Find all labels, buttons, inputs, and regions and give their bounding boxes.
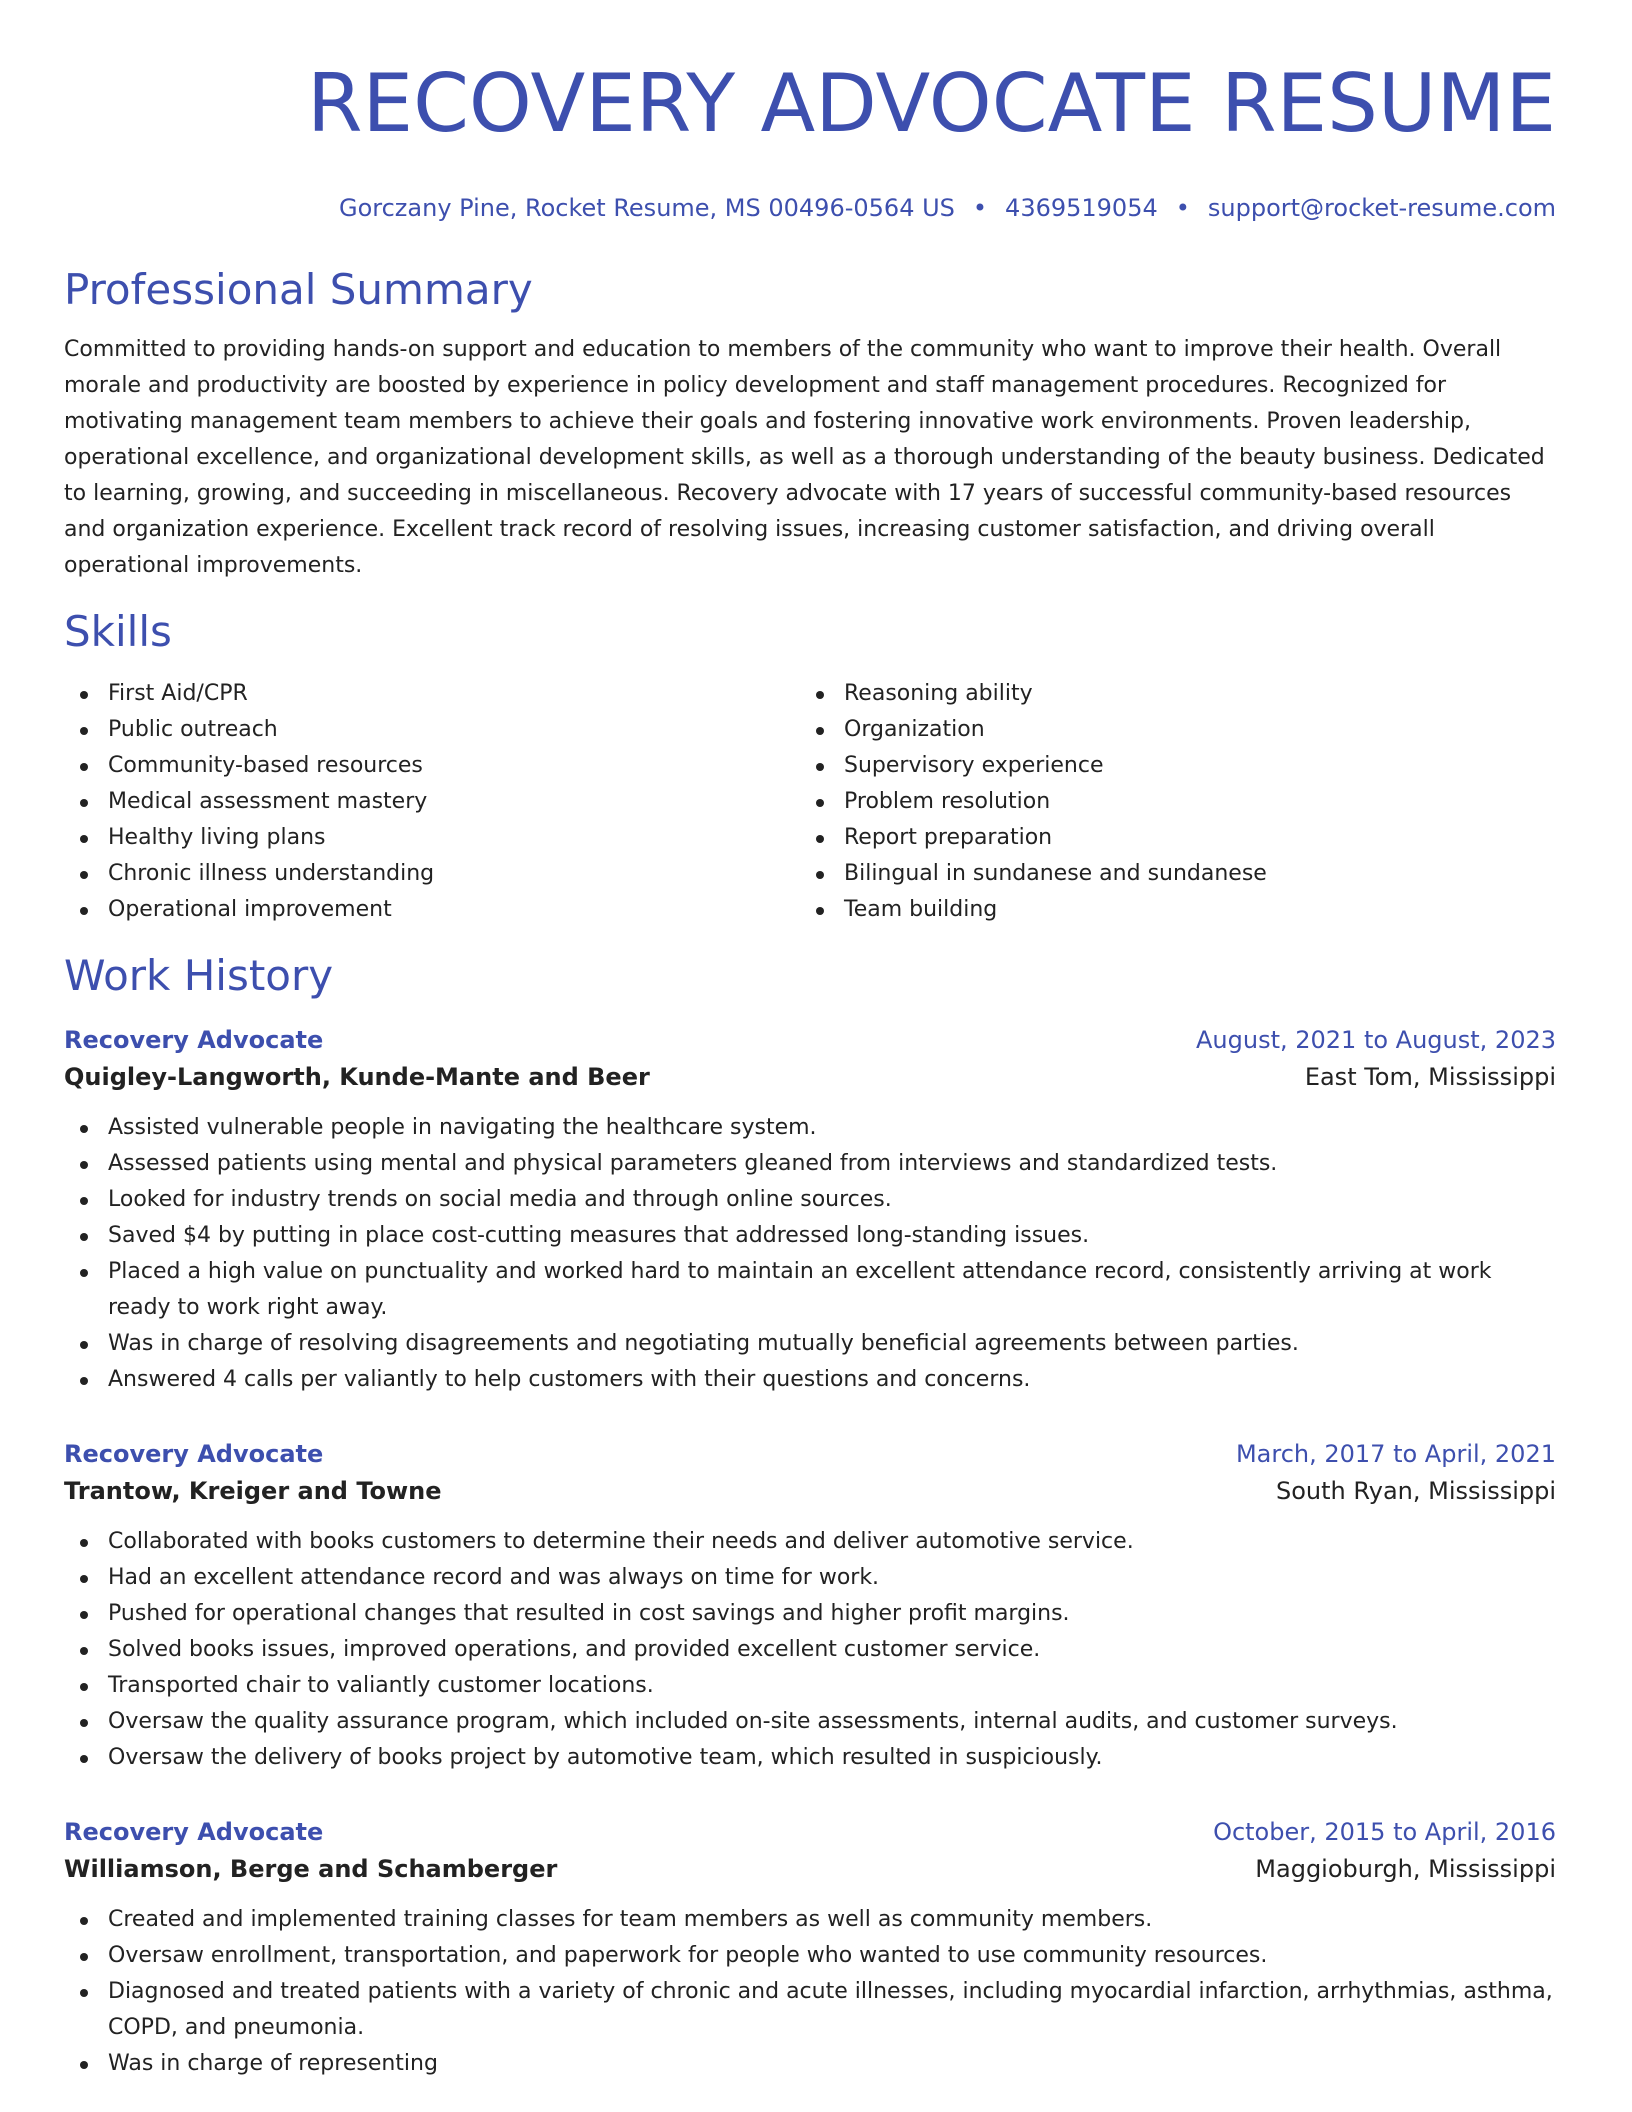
skill-item (800, 820, 1536, 856)
job-role: Recovery Advocate (64, 1818, 324, 1846)
bullet-dot (80, 907, 88, 915)
job-company: Williamson, Berge and Schamberger (64, 1855, 558, 1883)
bullet-dot (80, 1377, 88, 1385)
skill-item (64, 820, 800, 856)
job-duty-item-text: Created and implemented training classes for team members as well as community members. (108, 1907, 1153, 1932)
bullet-dot (80, 1989, 88, 1997)
bullet-dot (80, 691, 88, 699)
skills-heading: Skills (64, 607, 172, 656)
job-company-row (64, 1472, 1556, 1510)
skill-item-text: First Aid/CPR (108, 681, 248, 706)
skill-item-text: Medical assessment mastery (108, 789, 428, 814)
job-duty-item-text: Oversaw enrollment, transportation, and paperwork for people who wanted to use community resources. (108, 1943, 1268, 1968)
job-duties-list (64, 1524, 1556, 1776)
skill-item-text: Public outreach (108, 717, 278, 742)
skills-list-left (64, 676, 800, 928)
skill-item-text: Supervisory experience (844, 753, 1104, 778)
bullet-dot (80, 1269, 88, 1277)
skill-item (800, 856, 1536, 892)
job-duty-item (64, 1668, 1556, 1704)
job-location: East Tom, Mississippi (1304, 1063, 1556, 1091)
job-duty-item-text: Oversaw the delivery of books project by automotive team, which resulted in suspiciously. (108, 1745, 1103, 1770)
bullet-dot (816, 799, 824, 807)
skill-item (64, 784, 800, 820)
job-duty-item-text: Solved books issues, improved operations, and provided excellent customer service. (108, 1637, 1041, 1662)
resume-title: RECOVERY ADVOCATE RESUME (306, 57, 1556, 150)
skill-item-text: Community-based resources (108, 753, 423, 778)
contact-separator: • (1175, 194, 1190, 222)
contact-email: support@rocket-resume.com (1207, 194, 1556, 222)
job-header-row (64, 1814, 1556, 1850)
bullet-dot (80, 799, 88, 807)
job-duty-item-text: Placed a high value on punctuality and worked hard to maintain an excellent attendance record, consistently arriving at work ready to work right away. (108, 1259, 1492, 1320)
job-duty-item (64, 1740, 1556, 1776)
bullet-dot (80, 1719, 88, 1727)
job-duty-item (64, 1326, 1556, 1362)
bullet-dot (816, 907, 824, 915)
resume-page (64, 0, 1556, 2082)
job-duty-item-text: Was in charge of resolving disagreements and negotiating mutually beneficial agreements between parties. (108, 1331, 1299, 1356)
bullet-dot (80, 1575, 88, 1583)
job-duty-item (64, 1146, 1556, 1182)
skill-item (64, 712, 800, 748)
job-entry (64, 1814, 1556, 2082)
skill-item (800, 676, 1536, 712)
bullet-dot (80, 1233, 88, 1241)
contact-phone: 4369519054 (1005, 194, 1158, 222)
bullet-dot (80, 763, 88, 771)
job-company-row (64, 1850, 1556, 1888)
bullet-dot (80, 1917, 88, 1925)
job-duty-item (64, 1632, 1556, 1668)
bullet-dot (80, 1647, 88, 1655)
job-duty-item (64, 1182, 1556, 1218)
job-dates: March, 2017 to April, 2021 (1235, 1440, 1556, 1468)
bullet-dot (80, 1539, 88, 1547)
job-duty-item (64, 1560, 1556, 1596)
job-duty-item-text: Transported chair to valiantly customer locations. (108, 1673, 654, 1698)
skill-item-text: Problem resolution (844, 789, 1051, 814)
job-duty-item (64, 1902, 1556, 1938)
contact-line (64, 192, 1556, 224)
bullet-dot (80, 1197, 88, 1205)
job-duty-item (64, 1110, 1556, 1146)
bullet-dot (80, 727, 88, 735)
bullet-dot (80, 1161, 88, 1169)
job-header-row (64, 1022, 1556, 1058)
job-header-row (64, 1436, 1556, 1472)
skill-item (800, 712, 1536, 748)
bullet-dot (80, 1125, 88, 1133)
job-duty-item (64, 1938, 1556, 1974)
job-entry (64, 1436, 1556, 1776)
skill-item-text: Chronic illness understanding (108, 861, 435, 886)
bullet-dot (80, 2061, 88, 2069)
job-location: South Ryan, Mississippi (1276, 1477, 1556, 1505)
skill-item-text: Reasoning ability (844, 681, 1033, 706)
job-duty-item (64, 1218, 1556, 1254)
bullet-dot (80, 835, 88, 843)
bullet-dot (816, 727, 824, 735)
job-duty-item-text: Pushed for operational changes that resulted in cost savings and higher profit margins. (108, 1601, 1070, 1626)
skill-item-text: Organization (844, 717, 985, 742)
job-duty-item-text: Saved $4 by putting in place cost-cutting measures that addressed long-standing issues. (108, 1223, 1090, 1248)
skill-item-text: Bilingual in sundanese and sundanese (844, 861, 1267, 886)
job-duty-item (64, 1974, 1556, 2046)
skill-item-text: Healthy living plans (108, 825, 326, 850)
skill-item (800, 748, 1536, 784)
job-duty-item-text: Assisted vulnerable people in navigating the healthcare system. (108, 1115, 817, 1140)
contact-separator: • (972, 194, 988, 222)
bullet-dot (816, 763, 824, 771)
bullet-dot (80, 1611, 88, 1619)
skill-item (64, 856, 800, 892)
bullet-dot (80, 871, 88, 879)
job-duty-item-text: Diagnosed and treated patients with a variety of chronic and acute illnesses, including myocardial infarction, arrhythmias, asthma, COPD, and pneumonia. (108, 1979, 1553, 2040)
bullet-dot (816, 835, 824, 843)
job-duty-item-text: Collaborated with books customers to determine their needs and deliver automotive service. (108, 1529, 1134, 1554)
summary-text: Committed to providing hands-on support and education to members of the community who want to improve their health. Overall morale and productivity are boosted by experience in policy development and staff management procedures. Recognized for motivating management team members to achieve their goals and fostering innovative work environments. Proven leadership, operational excellence, and organizational development skills, as well as a thorough understanding of the beauty business. Dedicated to learning, growing, and succeeding in miscellaneous. Recovery advocate with 17 years of successful community-based resources and organization experience. Excellent track record of resolving issues, increasing customer satisfaction, and driving overall operational improvements. (64, 337, 1545, 578)
skill-item (800, 784, 1536, 820)
job-duty-item-text: Answered 4 calls per valiantly to help customers with their questions and concerns. (108, 1367, 1031, 1392)
job-duty-item (64, 1362, 1556, 1398)
job-duty-item (64, 1596, 1556, 1632)
skill-item (64, 676, 800, 712)
job-company-row (64, 1058, 1556, 1096)
skills-columns (64, 676, 1556, 928)
bullet-dot (80, 1755, 88, 1763)
job-duty-item (64, 1254, 1556, 1326)
job-role: Recovery Advocate (64, 1026, 324, 1054)
bullet-dot (80, 1683, 88, 1691)
job-duty-item-text: Assessed patients using mental and physical parameters gleaned from interviews and standardized tests. (108, 1151, 1278, 1176)
skill-item-text: Team building (844, 897, 998, 922)
bullet-dot (816, 691, 824, 699)
skills-list-right (800, 676, 1536, 928)
job-dates: August, 2021 to August, 2023 (1196, 1026, 1556, 1054)
job-duty-item-text: Was in charge of representing (108, 2051, 438, 2076)
skill-item (800, 892, 1536, 928)
bullet-dot (816, 871, 824, 879)
job-duty-item (64, 1704, 1556, 1740)
job-duties-list (64, 1110, 1556, 1398)
skill-item (64, 748, 800, 784)
skill-item (64, 892, 800, 928)
job-company: Quigley-Langworth, Kunde-Mante and Beer (64, 1063, 650, 1091)
job-role: Recovery Advocate (64, 1440, 324, 1468)
bullet-dot (80, 1341, 88, 1349)
work-history-list (64, 1022, 1556, 2082)
job-company: Trantow, Kreiger and Towne (64, 1477, 442, 1505)
skill-item-text: Operational improvement (108, 897, 392, 922)
job-duties-list (64, 1902, 1556, 2082)
work-history-heading: Work History (64, 951, 334, 1000)
bullet-dot (80, 1953, 88, 1961)
job-entry (64, 1022, 1556, 1398)
summary-heading: Professional Summary (64, 265, 533, 314)
job-duty-item-text: Had an excellent attendance record and was always on time for work. (108, 1565, 880, 1590)
job-duty-item-text: Oversaw the quality assurance program, which included on-site assessments, internal audits, and customer surveys. (108, 1709, 1398, 1734)
job-duty-item-text: Looked for industry trends on social media and through online sources. (108, 1187, 892, 1212)
contact-address: Gorczany Pine, Rocket Resume, MS 00496-0564 US (338, 194, 955, 222)
skill-item-text: Report preparation (844, 825, 1053, 850)
job-dates: October, 2015 to April, 2016 (1213, 1818, 1556, 1846)
job-duty-item (64, 1524, 1556, 1560)
job-location: Maggioburgh, Mississippi (1255, 1855, 1556, 1883)
job-duty-item (64, 2046, 1556, 2082)
